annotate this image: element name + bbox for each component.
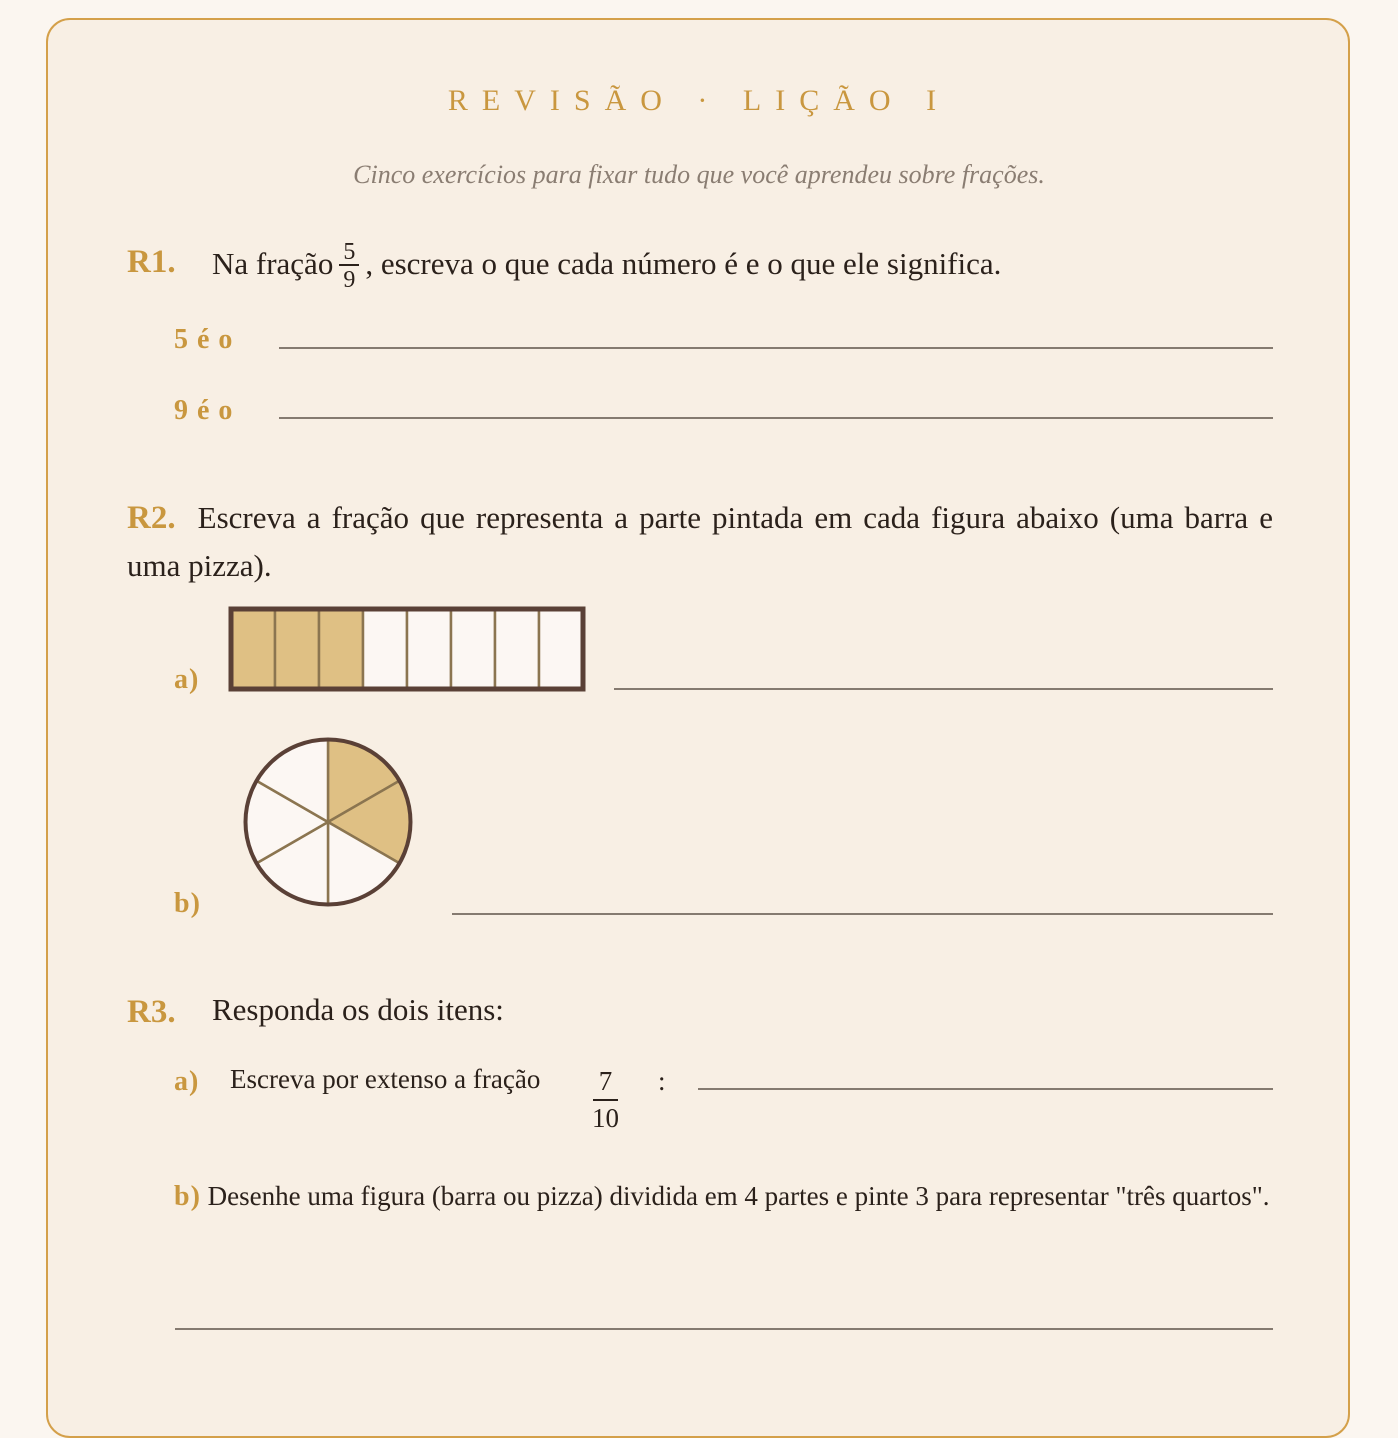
r3-item-b-label: b) — [174, 1181, 201, 1212]
r1-answer-label-denominator: 9 é o — [174, 395, 234, 426]
question-r3-text: Responda os dois itens: — [212, 992, 504, 1027]
fraction-pie-figure — [240, 734, 416, 910]
bar-cell — [451, 609, 495, 689]
r2-item-a-label: a) — [174, 664, 200, 695]
bar-cell-shaded — [319, 609, 363, 689]
bar-cell — [495, 609, 539, 689]
fraction-numerator: 7 — [593, 1068, 619, 1101]
fraction-bar-figure — [228, 606, 586, 692]
question-r2-text — [127, 494, 1273, 590]
question-r2-label: R2. — [127, 500, 176, 536]
bar-cell — [407, 609, 451, 689]
r3-answer-line-b[interactable] — [175, 1328, 1273, 1330]
fraction-numerator: 5 — [339, 240, 359, 266]
bar-cell-shaded — [275, 609, 319, 689]
r3-answer-line-a[interactable] — [698, 1088, 1273, 1090]
bar-cell-shaded — [231, 609, 275, 689]
question-r2-body: Escreva a fração que representa a parte pintada em cada figura abaixo (uma barra e uma pizza). — [127, 500, 1273, 583]
fraction-denominator: 10 — [592, 1103, 619, 1133]
r2-answer-line-b[interactable] — [452, 913, 1273, 915]
fraction-7-10 — [592, 1068, 619, 1132]
fraction-5-9 — [339, 240, 359, 292]
r3-item-a-text: Escreva por extenso a fração — [230, 1064, 541, 1094]
bar-cell — [363, 609, 407, 689]
page-subtitle: Cinco exercícios para fixar tudo que você aprendeu sobre frações. — [353, 160, 1045, 189]
worksheet-card — [46, 18, 1350, 1438]
r3-item-a-label: a) — [174, 1066, 200, 1097]
r1-answer-line-denominator[interactable] — [279, 417, 1273, 419]
question-r1-text-before: Na fração — [212, 246, 334, 281]
r3-item-a-colon: : — [658, 1066, 666, 1096]
bar-cell — [539, 609, 583, 689]
fraction-denominator: 9 — [343, 267, 356, 293]
r2-answer-line-a[interactable] — [614, 688, 1273, 690]
r2-item-b-label: b) — [174, 888, 201, 919]
question-r1-text — [212, 236, 1001, 292]
question-r1-text-after: , escreva o que cada número é e o que ele significa. — [365, 246, 1002, 281]
r3-item-b-body: Desenhe uma figura (barra ou pizza) dividida em 4 partes e pinte 3 para representar "três quartos". — [207, 1181, 1270, 1211]
r3-item-b-text — [174, 1170, 1272, 1223]
question-r3-label: R3. — [127, 994, 176, 1030]
r1-answer-line-numerator[interactable] — [279, 347, 1273, 349]
r1-answer-label-numerator: 5 é o — [174, 324, 234, 355]
page-title: REVISÃO · LIÇÃO I — [447, 84, 951, 117]
question-r1-label: R1. — [127, 244, 176, 280]
